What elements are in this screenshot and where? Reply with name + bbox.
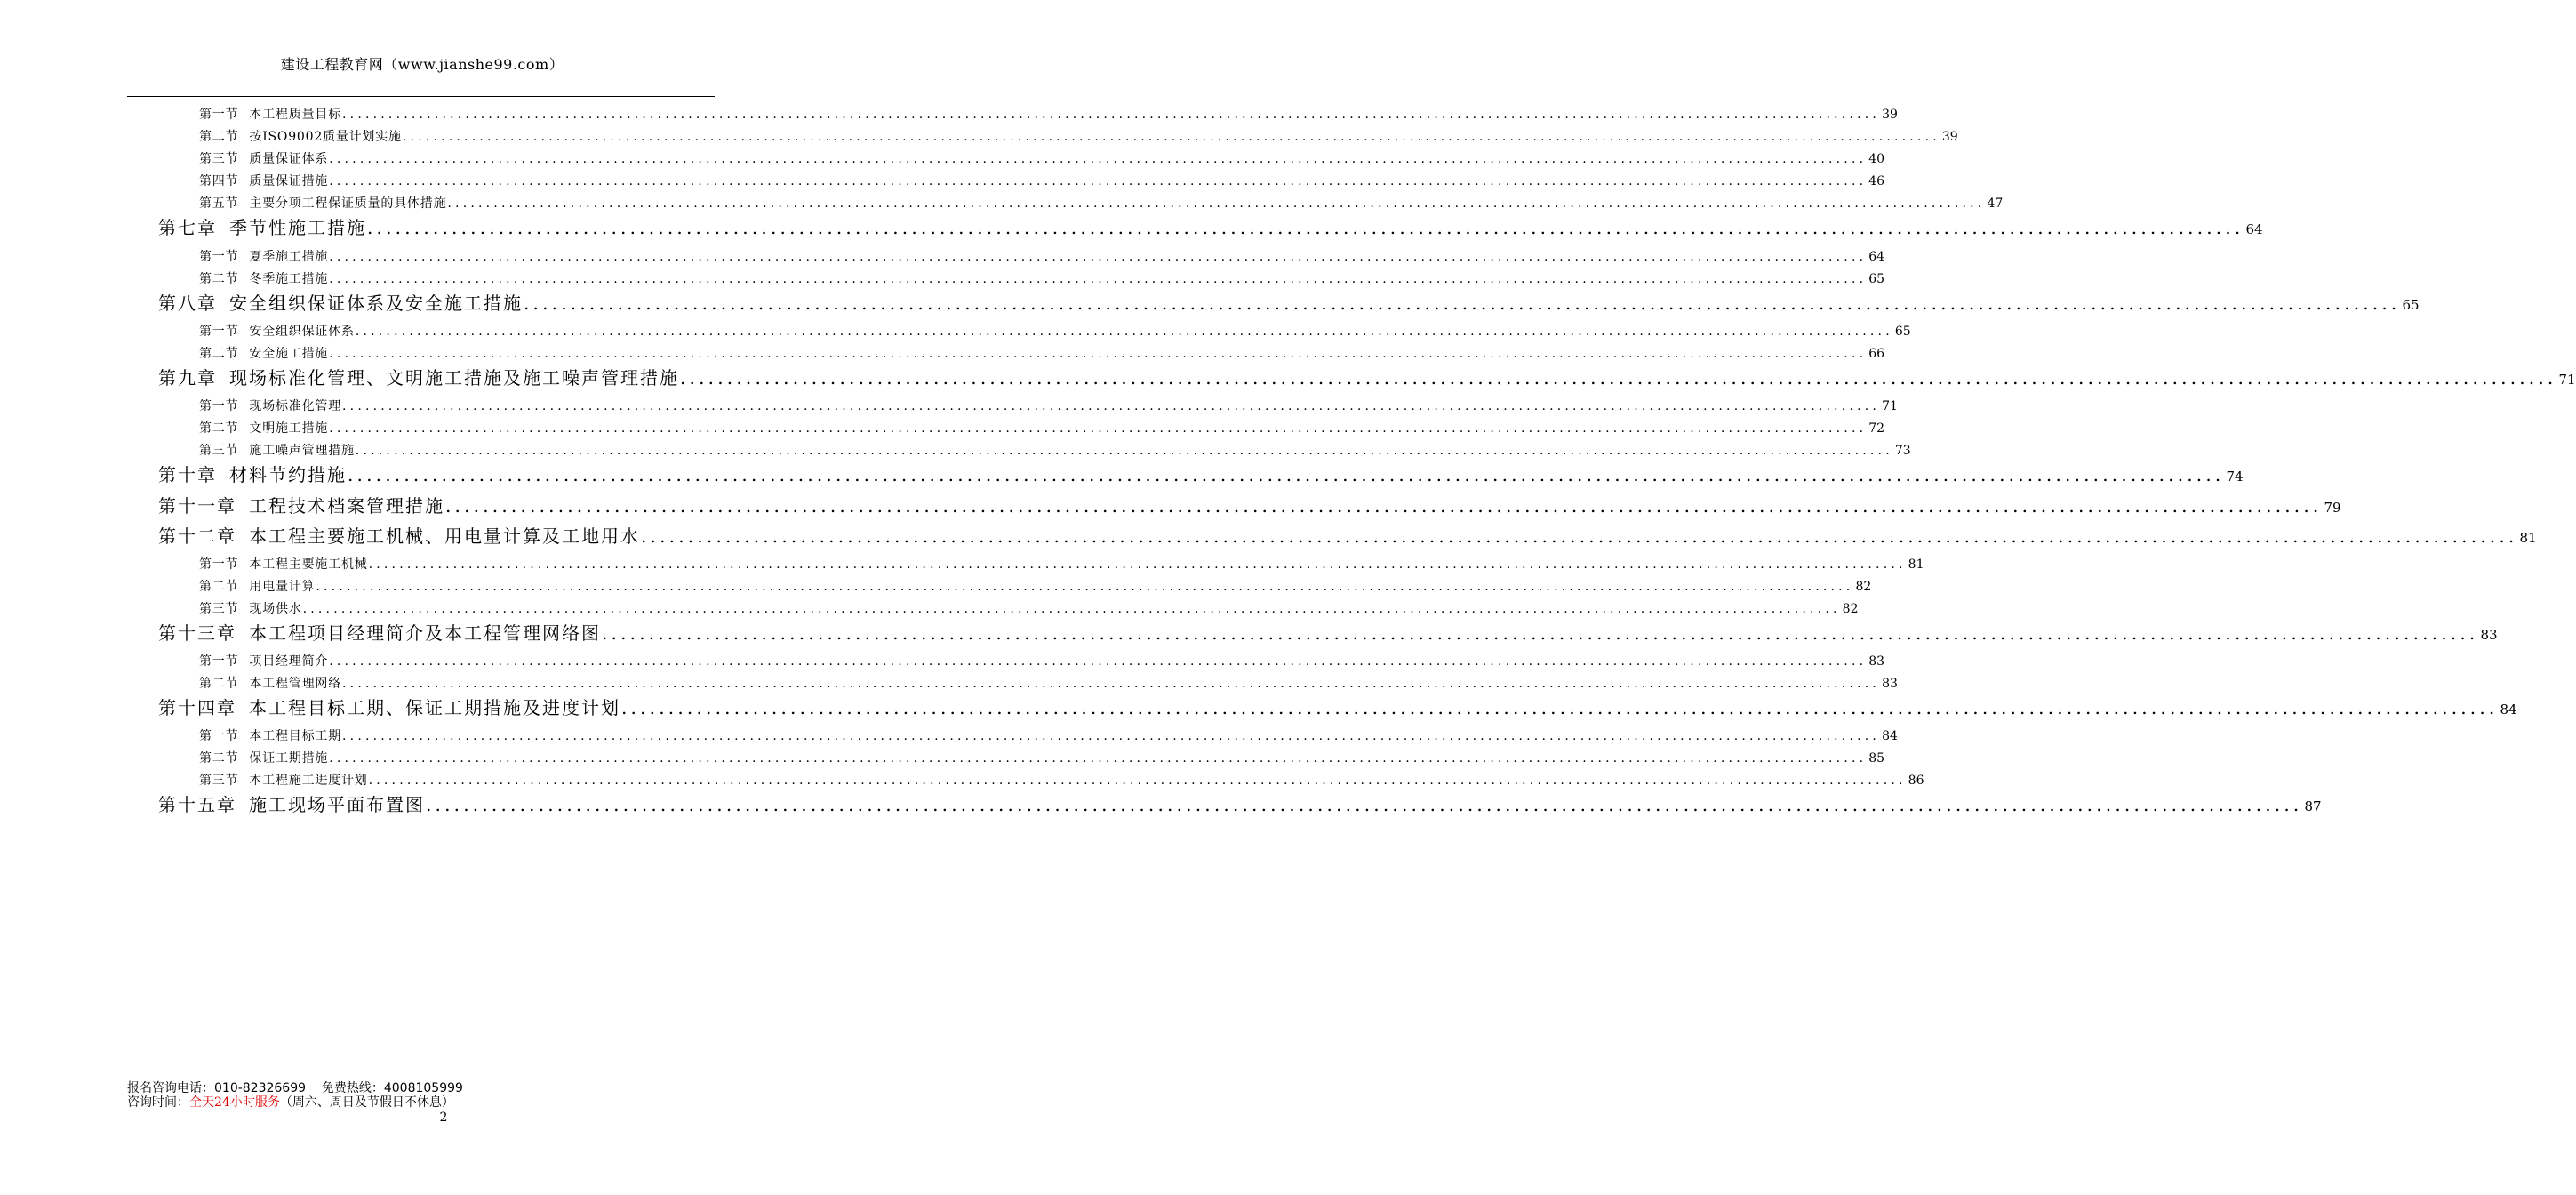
toc-page-number: 83 xyxy=(2480,627,2498,643)
toc-entry-label: 第三节 xyxy=(199,602,239,616)
toc-dot-leader: ........................................................................................................................................................................................................ xyxy=(445,495,2323,517)
toc-page-number: 79 xyxy=(2324,500,2341,516)
toc-section-entry xyxy=(199,106,1898,124)
toc-entry-text: 现场标准化管理 xyxy=(249,399,342,413)
toc-dot-leader: ........................................................................................................................................................................................................ xyxy=(602,622,2479,644)
toc-entry-text: 冬季施工措施 xyxy=(249,272,329,286)
toc-section-entry xyxy=(199,345,1885,363)
toc-entry-label: 第八章 xyxy=(158,293,217,314)
toc-entry-title xyxy=(199,150,328,168)
toc-entry-title xyxy=(158,622,601,645)
toc-entry-label: 第二节 xyxy=(199,580,239,594)
toc-chapter-entry xyxy=(158,463,2244,486)
toc-entry-text: 质量保证措施 xyxy=(249,174,329,188)
toc-page-number: 64 xyxy=(2245,221,2263,237)
toc-dot-leader: ........................................................................................................................................................................................................ xyxy=(355,325,1893,339)
hours-note: （周六、周日及节假日不休息） xyxy=(279,1095,454,1110)
toc-page-number: 39 xyxy=(1941,130,1958,144)
toc-entry-label: 第二节 xyxy=(199,421,239,436)
toc-dot-leader: ........................................................................................................................................................................................................ xyxy=(368,774,1907,788)
toc-entry-label: 第四节 xyxy=(199,174,239,188)
toc-entry-title xyxy=(199,270,328,288)
toc-page-number: 47 xyxy=(1987,196,2004,211)
toc-entry-title xyxy=(199,750,328,767)
toc-entry-text: 本工程质量目标 xyxy=(249,108,342,122)
toc-entry-title xyxy=(158,463,347,486)
toc-chapter-entry xyxy=(158,216,2263,239)
toc-page-number: 82 xyxy=(1842,602,1859,616)
toc-page-number: 81 xyxy=(2519,530,2537,546)
page-header-title: 建设工程教育网（www.jianshe99.com） xyxy=(280,56,564,73)
toc-dot-leader: ........................................................................................................................................................................................................ xyxy=(447,196,1986,211)
toc-entry-title xyxy=(199,195,446,213)
toc-entry-label: 第三节 xyxy=(199,444,239,458)
toc-dot-leader: ........................................................................................................................................................................................................ xyxy=(329,250,1868,264)
toc-entry-label: 第十三章 xyxy=(158,622,236,644)
toc-section-entry xyxy=(199,750,1885,767)
toc-entry-text: 工程技术档案管理措施 xyxy=(249,495,444,517)
hotline-number: 4008105999 xyxy=(383,1081,463,1095)
toc-entry-title xyxy=(199,248,328,266)
toc-entry-label: 第九章 xyxy=(158,367,217,389)
toc-section-entry xyxy=(199,270,1885,288)
phone-label: 报名咨询电话： xyxy=(127,1081,214,1095)
toc-entry-title xyxy=(199,397,341,415)
toc-page-number: 40 xyxy=(1868,152,1885,166)
toc-page-number: 72 xyxy=(1868,421,1885,436)
toc-entry-title xyxy=(158,366,679,389)
toc-entry-title xyxy=(158,292,523,315)
toc-dot-leader: ........................................................................................................................................................................................................ xyxy=(680,367,2557,389)
toc-entry-text: 主要分项工程保证质量的具体措施 xyxy=(249,196,447,211)
toc-entry-text: 现场标准化管理、文明施工措施及施工噪声管理措施 xyxy=(229,367,679,389)
toc-entry-label: 第三节 xyxy=(199,774,239,788)
toc-dot-leader: ........................................................................................................................................................................................................ xyxy=(524,293,2401,314)
toc-entry-title xyxy=(199,653,328,670)
hours-highlight: 全天24小时服务 xyxy=(189,1095,280,1110)
toc-page-number: 83 xyxy=(1882,677,1898,691)
toc-dot-leader: ........................................................................................................................................................................................................ xyxy=(329,174,1868,188)
toc-entry-title xyxy=(158,696,620,719)
toc-entry-label: 第二节 xyxy=(199,130,239,144)
toc-dot-leader: ........................................................................................................................................................................................................ xyxy=(348,464,2225,485)
toc-entry-label: 第二节 xyxy=(199,677,239,691)
hours-label: 咨询时间： xyxy=(127,1095,189,1110)
toc-section-entry xyxy=(199,727,1898,745)
toc-entry-text: 保证工期措施 xyxy=(249,751,329,766)
toc-page-number: 86 xyxy=(1908,774,1924,788)
toc-entry-title xyxy=(199,556,368,573)
toc-entry-title xyxy=(158,793,425,816)
toc-entry-title xyxy=(158,494,444,517)
toc-entry-text: 施工现场平面布置图 xyxy=(249,794,425,815)
toc-entry-label: 第十四章 xyxy=(158,697,236,718)
toc-entry-title xyxy=(199,600,302,618)
footer-contact xyxy=(127,1081,463,1110)
toc-page-number: 39 xyxy=(1882,108,1898,122)
toc-dot-leader: ........................................................................................................................................................................................................ xyxy=(355,444,1893,458)
toc-entry-text: 施工噪声管理措施 xyxy=(249,444,355,458)
toc-dot-leader: ........................................................................................................................................................................................................ xyxy=(368,557,1907,572)
toc-entry-label: 第一节 xyxy=(199,399,239,413)
toc-entry-text: 安全施工措施 xyxy=(249,347,329,361)
toc-page-number: 74 xyxy=(2226,469,2244,485)
toc-page-number: 66 xyxy=(1868,347,1885,361)
toc-entry-label: 第一节 xyxy=(199,108,239,122)
toc-page-number: 73 xyxy=(1894,444,1911,458)
toc-dot-leader: ........................................................................................................................................................................................................ xyxy=(342,399,1881,413)
toc-entry-label: 第三节 xyxy=(199,152,239,166)
toc-entry-title xyxy=(199,323,355,341)
toc-dot-leader: ........................................................................................................................................................................................................ xyxy=(342,729,1881,743)
toc-dot-leader: ........................................................................................................................................................................................................ xyxy=(329,751,1868,766)
toc-entry-label: 第一节 xyxy=(199,654,239,669)
toc-entry-text: 质量保证体系 xyxy=(249,152,329,166)
toc-section-entry xyxy=(199,248,1885,266)
toc-entry-text: 季节性施工措施 xyxy=(229,217,366,238)
toc-entry-text: 安全组织保证体系 xyxy=(249,325,355,339)
toc-dot-leader: ........................................................................................................................................................................................................ xyxy=(342,108,1881,122)
toc-chapter-entry xyxy=(158,622,2498,645)
toc-entry-title xyxy=(158,525,640,548)
toc-section-entry xyxy=(199,675,1898,693)
toc-page-number: 87 xyxy=(2304,798,2322,814)
toc-entry-text: 本工程主要施工机械、用电量计算及工地用水 xyxy=(249,525,640,547)
toc-page-number: 85 xyxy=(1868,751,1885,766)
toc-entry-label: 第十章 xyxy=(158,464,217,485)
toc-dot-leader: ........................................................................................................................................................................................................ xyxy=(342,677,1881,691)
toc-section-entry xyxy=(199,772,1924,790)
toc-chapter-entry xyxy=(158,696,2517,719)
toc-section-entry xyxy=(199,150,1885,168)
toc-page-number: 71 xyxy=(2558,372,2576,388)
toc-entry-title xyxy=(199,106,341,124)
toc-chapter-entry xyxy=(158,366,2576,389)
toc-section-entry xyxy=(199,128,1958,146)
toc-entry-title xyxy=(199,420,328,437)
toc-entry-text: 本工程项目经理简介及本工程管理网络图 xyxy=(249,622,601,644)
toc-entry-text: 文明施工措施 xyxy=(249,421,329,436)
footer-hours-line xyxy=(127,1095,463,1110)
toc-section-entry xyxy=(199,600,1859,618)
phone-number: 010-82326699 xyxy=(214,1081,307,1095)
toc-page-number: 84 xyxy=(1882,729,1898,743)
toc-page-number: 64 xyxy=(1868,250,1885,264)
hotline-label: 免费热线： xyxy=(321,1081,384,1095)
toc-entry-text: 本工程施工进度计划 xyxy=(249,774,368,788)
toc-chapter-entry xyxy=(158,494,2341,517)
toc-entry-text: 现场供水 xyxy=(249,602,302,616)
toc-entry-label: 第七章 xyxy=(158,217,217,238)
toc-entry-text: 项目经理简介 xyxy=(249,654,329,669)
toc-entry-text: 材料节约措施 xyxy=(229,464,347,485)
toc-page-number: 65 xyxy=(2402,297,2420,313)
toc-page-number: 65 xyxy=(1894,325,1911,339)
toc-entry-text: 本工程目标工期、保证工期措施及进度计划 xyxy=(249,697,620,718)
toc-entry-text: 夏季施工措施 xyxy=(249,250,329,264)
toc-entry-title xyxy=(199,772,368,790)
toc-page-number: 71 xyxy=(1882,399,1898,413)
toc-section-entry xyxy=(199,195,2004,213)
header-divider xyxy=(127,96,715,97)
toc-section-entry xyxy=(199,442,1911,460)
toc-section-entry xyxy=(199,172,1885,190)
toc-entry-text: 本工程主要施工机械 xyxy=(249,557,368,572)
toc-entry-label: 第一节 xyxy=(199,250,239,264)
toc-section-entry xyxy=(199,323,1911,341)
toc-page-number: 65 xyxy=(1868,272,1885,286)
toc-entry-label: 第一节 xyxy=(199,325,239,339)
toc-section-entry xyxy=(199,420,1885,437)
toc-entry-title xyxy=(158,216,366,239)
toc-chapter-entry xyxy=(158,292,2420,315)
toc-entry-label: 第十二章 xyxy=(158,525,236,547)
toc-chapter-entry xyxy=(158,793,2322,816)
toc-entry-title xyxy=(199,442,355,460)
toc-entry-label: 第二节 xyxy=(199,347,239,361)
toc-dot-leader: ........................................................................................................................................................................................................ xyxy=(641,525,2518,547)
toc-dot-leader: ........................................................................................................................................................................................................ xyxy=(402,130,1940,144)
toc-entry-label: 第一节 xyxy=(199,729,239,743)
toc-entry-title xyxy=(199,128,402,146)
toc-page-number: 46 xyxy=(1868,174,1885,188)
toc-dot-leader: ........................................................................................................................................................................................................ xyxy=(329,152,1868,166)
toc-section-entry xyxy=(199,556,1924,573)
toc-entry-title xyxy=(199,345,328,363)
toc-page-number: 81 xyxy=(1908,557,1924,572)
toc-section-entry xyxy=(199,397,1898,415)
footer-phone-line xyxy=(127,1081,463,1095)
toc-dot-leader: ........................................................................................................................................................................................................ xyxy=(426,794,2303,815)
toc-dot-leader: ........................................................................................................................................................................................................ xyxy=(329,421,1868,436)
toc-dot-leader: ........................................................................................................................................................................................................ xyxy=(367,217,2244,238)
toc-entry-title xyxy=(199,727,341,745)
toc-entry-label: 第五节 xyxy=(199,196,239,211)
toc-section-entry xyxy=(199,578,1872,596)
toc-section-entry xyxy=(199,653,1885,670)
toc-dot-leader: ........................................................................................................................................................................................................ xyxy=(329,347,1868,361)
toc-entry-text: 按ISO9002质量计划实施 xyxy=(249,130,402,144)
toc-entry-text: 安全组织保证体系及安全施工措施 xyxy=(229,293,523,314)
toc-dot-leader: ........................................................................................................................................................................................................ xyxy=(329,654,1868,669)
toc-entry-label: 第十五章 xyxy=(158,794,236,815)
page-number: 2 xyxy=(439,1111,448,1125)
toc-entry-title xyxy=(199,675,341,693)
toc-page-number: 84 xyxy=(2500,702,2517,718)
toc-dot-leader: ........................................................................................................................................................................................................ xyxy=(621,697,2499,718)
toc-entry-label: 第二节 xyxy=(199,272,239,286)
toc-dot-leader: ........................................................................................................................................................................................................ xyxy=(329,272,1868,286)
toc-entry-label: 第十一章 xyxy=(158,495,236,517)
toc-dot-leader: ........................................................................................................................................................................................................ xyxy=(316,580,1854,594)
toc-page-number: 83 xyxy=(1868,654,1885,669)
toc-entry-text: 本工程管理网络 xyxy=(249,677,342,691)
toc-entry-label: 第一节 xyxy=(199,557,239,572)
toc-entry-title xyxy=(199,172,328,190)
toc-entry-text: 用电量计算 xyxy=(249,580,316,594)
toc-entry-label: 第二节 xyxy=(199,751,239,766)
toc-page-number: 82 xyxy=(1855,580,1872,594)
toc-chapter-entry xyxy=(158,525,2537,548)
toc-dot-leader: ........................................................................................................................................................................................................ xyxy=(302,602,1841,616)
toc-entry-title xyxy=(199,578,315,596)
toc-entry-text: 本工程目标工期 xyxy=(249,729,342,743)
